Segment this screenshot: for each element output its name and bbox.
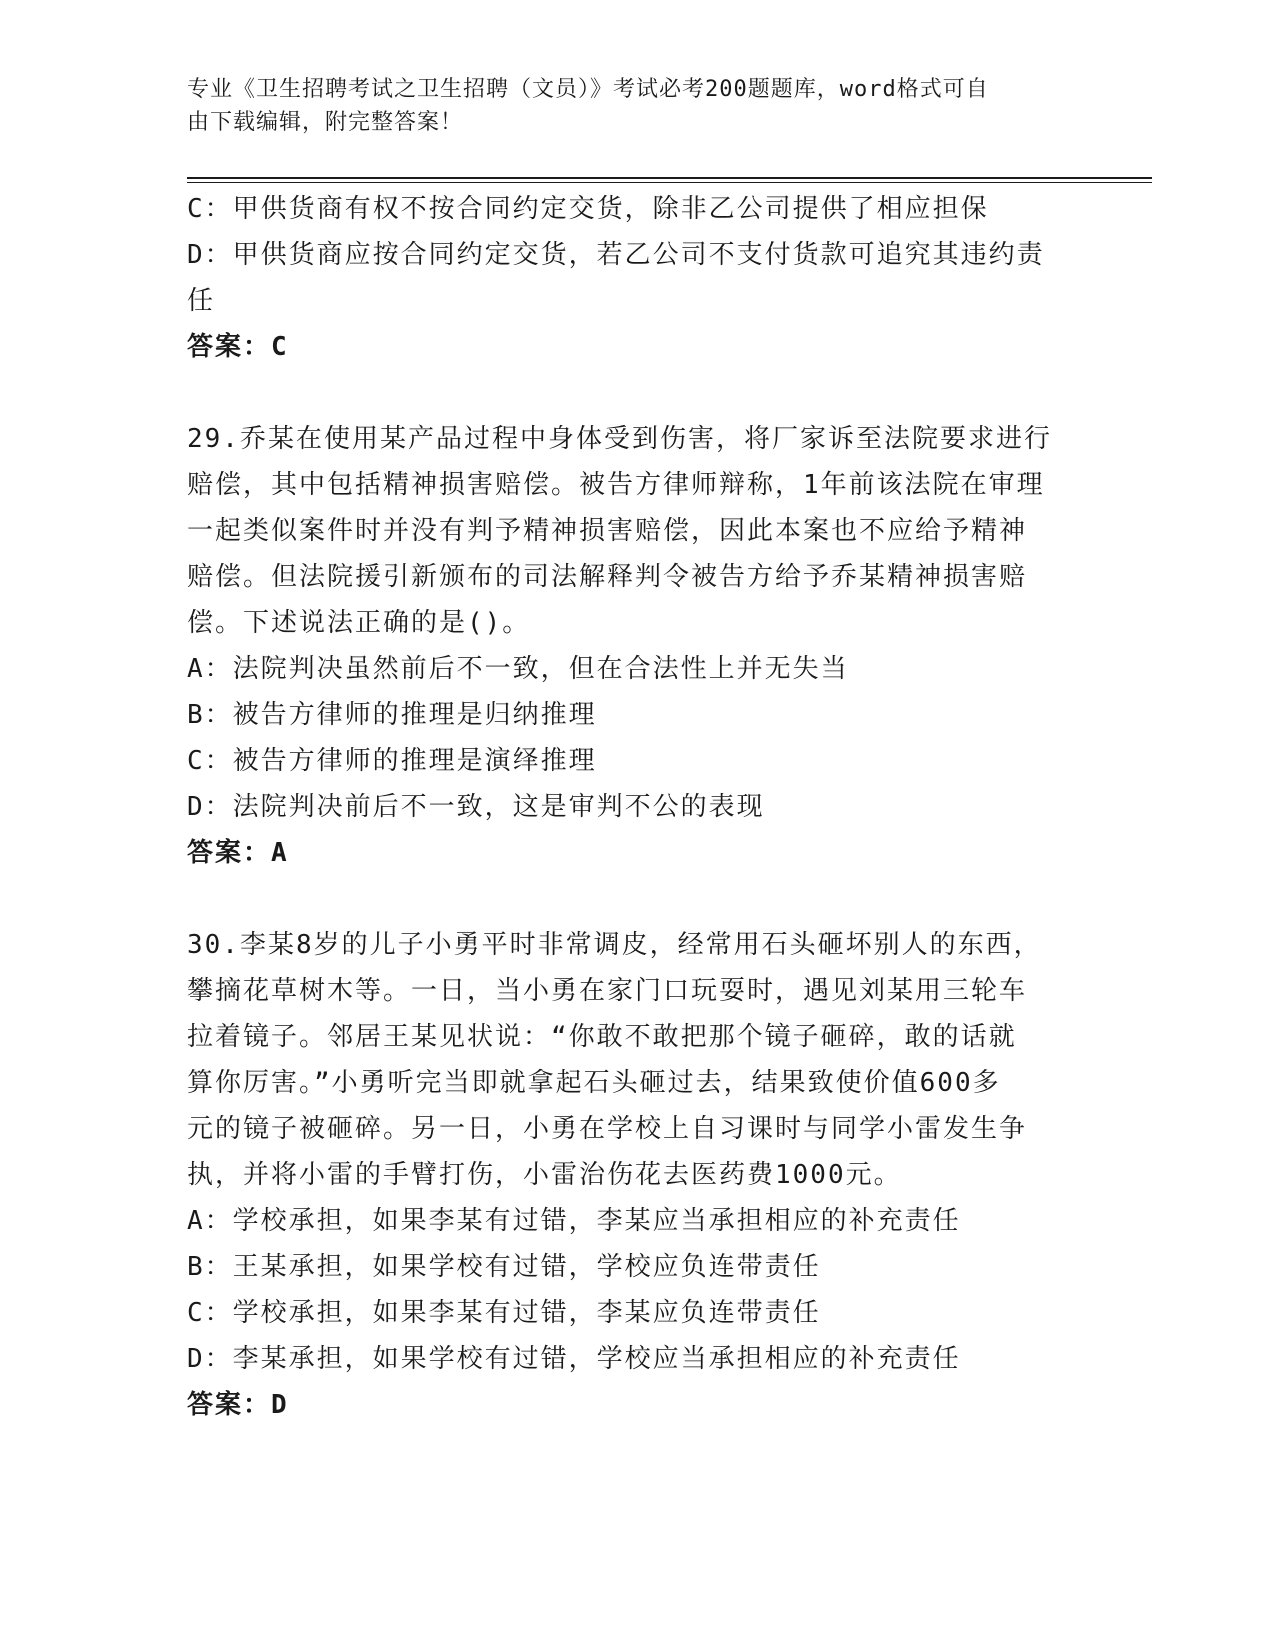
- question-stem-line: 偿。下述说法正确的是()。: [187, 608, 531, 638]
- document-body: [187, 186, 1087, 1428]
- question-stem-line: 一起类似案件时并没有判予精神损害赔偿，因此本案也不应给予精神: [187, 516, 1028, 546]
- question-stem-line: 元的镜子被砸碎。另一日，小勇在学校上自习课时与同学小雷发生争: [187, 1114, 1028, 1144]
- option-d: D：法院判决前后不一致，这是审判不公的表现: [187, 792, 765, 822]
- header-divider: [187, 177, 1152, 179]
- question-30: [187, 922, 1087, 1428]
- question-stem-line: 赔偿，其中包括精神损害赔偿。被告方律师辩称，1年前该法院在审理: [187, 470, 1045, 500]
- question-stem-line: 执，并将小雷的手臂打伤，小雷治伤花去医药费1000元。: [187, 1160, 902, 1190]
- option-d: D：李某承担，如果学校有过错，学校应当承担相应的补充责任: [187, 1344, 961, 1374]
- question-stem-line: 赔偿。但法院援引新颁布的司法解释判令被告方给予乔某精神损害赔: [187, 562, 1028, 592]
- question-stem-line: 拉着镜子。邻居王某见状说：“你敢不敢把那个镜子砸碎，敢的话就: [187, 1022, 1017, 1052]
- option-b: B：被告方律师的推理是归纳推理: [187, 700, 597, 730]
- option-b: B：王某承担，如果学校有过错，学校应负连带责任: [187, 1252, 821, 1282]
- header-line: 专业《卫生招聘考试之卫生招聘（文员）》考试必考200题题库，word格式可自: [187, 77, 989, 102]
- option-c: C：学校承担，如果李某有过错，李某应负连带责任: [187, 1298, 821, 1328]
- question-stem-line: 30.李某8岁的儿子小勇平时非常调皮，经常用石头砸坏别人的东西，: [187, 930, 1042, 960]
- document-header: [187, 73, 1067, 139]
- answer: 答案：D: [187, 1390, 289, 1420]
- option-a: A：学校承担，如果李某有过错，李某应当承担相应的补充责任: [187, 1206, 961, 1236]
- option-d-continued: 任: [187, 286, 216, 316]
- previous-question-tail: [187, 186, 1087, 370]
- question-stem-line: 算你厉害。”小勇听完当即就拿起石头砸过去，结果致使价值600多: [187, 1068, 1001, 1098]
- spacer: [187, 370, 1087, 416]
- option-a: A：法院判决虽然前后不一致，但在合法性上并无失当: [187, 654, 849, 684]
- header-line: 由下载编辑，附完整答案！: [187, 110, 464, 135]
- header-divider-thin: [187, 182, 1152, 183]
- option-c: C：被告方律师的推理是演绎推理: [187, 746, 597, 776]
- question-29: [187, 416, 1087, 876]
- option-d: D：甲供货商应按合同约定交货，若乙公司不支付货款可追究其违约责: [187, 240, 1045, 270]
- question-stem-line: 29.乔某在使用某产品过程中身体受到伤害，将厂家诉至法院要求进行: [187, 424, 1052, 454]
- option-c: C：甲供货商有权不按合同约定交货，除非乙公司提供了相应担保: [187, 194, 989, 224]
- answer: 答案：A: [187, 838, 289, 868]
- question-stem-line: 攀摘花草树木等。一日，当小勇在家门口玩耍时，遇见刘某用三轮车: [187, 976, 1028, 1006]
- answer: 答案：C: [187, 332, 289, 362]
- spacer: [187, 876, 1087, 922]
